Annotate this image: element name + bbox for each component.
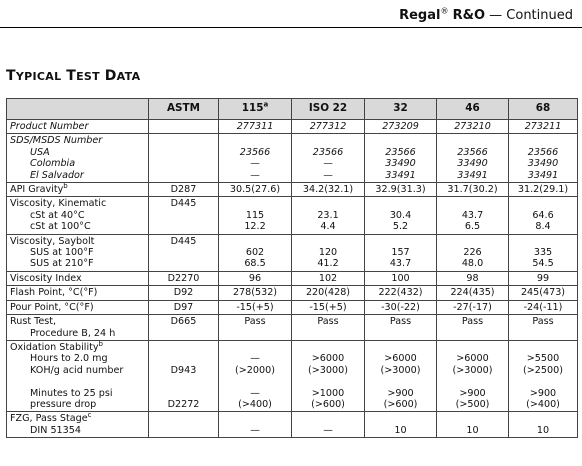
row-label: Pour Point, °C(°F) <box>7 300 149 314</box>
row-label: Product Number <box>7 120 149 134</box>
product-line: R&O <box>452 8 486 23</box>
table-header-row <box>7 99 578 120</box>
col-header-32: 32 <box>365 99 437 120</box>
row-label: Flash Point, °C(°F) <box>7 286 149 300</box>
table-row-rust-test: Rust Test, Procedure B, 24 h D665 Pass Pass Pass Pass Pass <box>7 315 578 341</box>
row-label: FZG, Pass Stage$^c$ DIN 51354 <box>7 412 149 438</box>
row-label: Viscosity Index <box>7 271 149 285</box>
col-header-115: 115$^a$ <box>219 99 292 120</box>
row-label: Viscosity, Saybolt SUS at 100°F SUS at 210°F <box>7 234 149 271</box>
registered-mark: ® <box>440 6 449 16</box>
table-row-viscosity-index: Viscosity Index D2270 96 102 100 98 99 <box>7 271 578 285</box>
table-row-pour-point: Pour Point, °C(°F) D97 -15(+5) -15(+5) -30(-22) -27(-17) -24(-11) <box>7 300 578 314</box>
section-title: TYPICAL TEST DATA <box>6 68 141 84</box>
brand-name: Regal <box>399 8 441 23</box>
header-rule <box>0 27 582 28</box>
col-header-property <box>7 99 149 120</box>
table-row-sds: SDS/MSDS Number USA Colombia El Salvador 23566 — — 23566 — — 23566 33490 33491 23566 33490 33491 23566 33490 33491 <box>7 134 578 183</box>
table-row-api-gravity: API Gravity$^b$ D287 30.5(27.6) 34.2(32.1) 32.9(31.3) 31.7(30.2) 31.2(29.1) <box>7 183 578 197</box>
table-row-viscosity-kinematic: Viscosity, Kinematic cSt at 40°C cSt at 100°C D445 115 12.2 23.1 4.4 30.4 5.2 43.7 6.5 64.6 8.4 <box>7 197 578 234</box>
table-row-product-number: Product Number 277311 277312 273209 273210 273211 <box>7 120 578 134</box>
table-row-oxidation-stability: Oxidation Stability$^b$ Hours to 2.0 mg KOH/g acid number Minutes to 25 psi pressure drop D943 D2272 — (>2000) — (>400) >6000 (>3000) >1000 (>600) >6000 (>3000) >900 (>600) >6000 (>3000) >900 (>500) >5500 (>2500) >900 (>400) <box>7 340 578 411</box>
document-header <box>399 8 573 23</box>
row-label: Rust Test, Procedure B, 24 h <box>7 315 149 341</box>
row-label: Oxidation Stability$^b$ Hours to 2.0 mg KOH/g acid number Minutes to 25 psi pressure drop <box>7 340 149 411</box>
col-header-astm: ASTM <box>149 99 219 120</box>
col-header-iso22: ISO 22 <box>292 99 365 120</box>
row-label: Viscosity, Kinematic cSt at 40°C cSt at 100°C <box>7 197 149 234</box>
row-label: API Gravity$^b$ <box>7 183 149 197</box>
table-row-viscosity-saybolt: Viscosity, Saybolt SUS at 100°F SUS at 210°F D445 602 68.5 120 41.2 157 43.7 226 48.0 335 54.5 <box>7 234 578 271</box>
table-row-flash-point: Flash Point, °C(°F) D92 278(532) 220(428) 222(432) 224(435) 245(473) <box>7 286 578 300</box>
table-row-fzg: FZG, Pass Stage$^c$ DIN 51354 — — 10 10 10 <box>7 412 578 438</box>
col-header-46: 46 <box>437 99 509 120</box>
test-data-table <box>6 98 578 438</box>
col-header-68: 68 <box>509 99 578 120</box>
row-label: SDS/MSDS Number USA Colombia El Salvador <box>7 134 149 183</box>
continued-label: — Continued <box>489 8 573 23</box>
